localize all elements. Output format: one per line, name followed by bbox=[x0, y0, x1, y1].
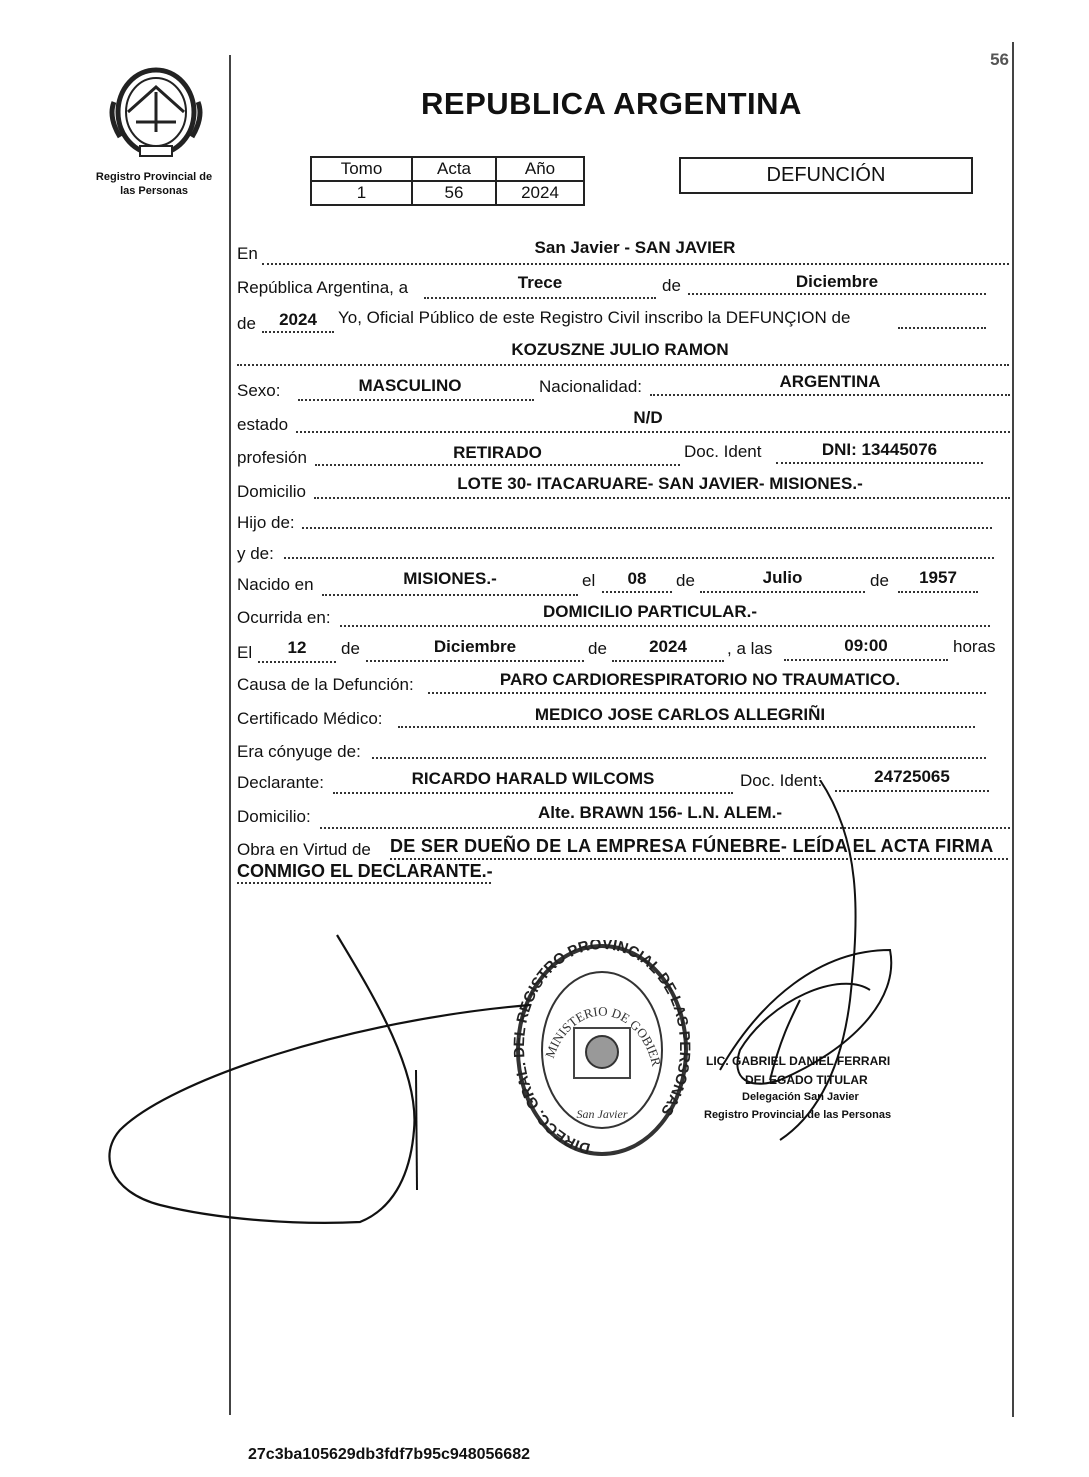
field-nacido-mes: Julio bbox=[762, 568, 803, 587]
label-doc-ident: Doc. Ident bbox=[684, 442, 762, 461]
dots bbox=[784, 659, 948, 661]
dots bbox=[315, 464, 680, 466]
label-de: de bbox=[676, 571, 695, 590]
label-y-de: y de: bbox=[237, 544, 274, 563]
field-ocurrida-en: DOMICILIO PARTICULAR.- bbox=[542, 602, 758, 621]
label-nacido-en: Nacido en bbox=[237, 575, 314, 594]
dots bbox=[262, 263, 1009, 265]
label-estado: estado bbox=[237, 415, 289, 434]
label-el: el bbox=[582, 571, 596, 590]
field-hora: 09:00 bbox=[844, 636, 888, 655]
label-de: de bbox=[870, 571, 889, 590]
dots bbox=[372, 757, 986, 759]
table-header-acta: Acta bbox=[412, 157, 496, 181]
label-causa: Causa de la Defunción: bbox=[237, 675, 414, 694]
dots bbox=[340, 625, 990, 627]
field-dia-texto: Trece bbox=[517, 273, 563, 292]
dots bbox=[898, 591, 978, 593]
field-certificado: MEDICO JOSE CARLOS ALLEGRIÑI bbox=[534, 705, 826, 724]
document-hash: 27c3ba105629db3fdf7b95c948056682 bbox=[248, 1446, 530, 1463]
label-doc-ident-declarante: Doc. Ident: bbox=[740, 771, 823, 790]
dots bbox=[314, 497, 1010, 499]
field-doc-ident: DNI: 13445076 bbox=[821, 440, 938, 459]
field-anio: 2024 bbox=[279, 310, 317, 329]
label-domicilio-declarante: Domicilio: bbox=[237, 807, 311, 826]
label-certificado: Certificado Médico: bbox=[237, 709, 383, 728]
field-lugar: San Javier - SAN JAVIER bbox=[534, 238, 736, 257]
label-profesion: profesión bbox=[237, 448, 307, 467]
dots bbox=[258, 661, 336, 663]
dots bbox=[262, 331, 334, 333]
official-stamp-line2: DELEGADO TITULAR bbox=[745, 1073, 868, 1087]
field-sexo: MASCULINO bbox=[358, 376, 462, 395]
dots bbox=[237, 364, 1009, 366]
label-a-las: , a las bbox=[727, 639, 773, 658]
field-obra-linea1: DE SER DUEÑO DE LA EMPRESA FÚNEBRE- LEÍDA EL ACTA FIRMA bbox=[390, 836, 994, 856]
table-header-tomo: Tomo bbox=[311, 157, 412, 181]
field-nacionalidad: ARGENTINA bbox=[779, 372, 881, 391]
field-nacido-dia: 08 bbox=[627, 569, 647, 588]
field-nacido-anio: 1957 bbox=[919, 568, 957, 587]
registry-table bbox=[310, 156, 585, 206]
stamp-city: San Javier bbox=[576, 1107, 628, 1121]
dots bbox=[390, 858, 1008, 860]
stamp-ring-text: DIRECC. GRAL. DEL REGISTRO PROVINCIAL DE LAS PERSONAS bbox=[512, 940, 692, 1157]
field-muerte-dia: 12 bbox=[287, 638, 307, 657]
official-stamp-line3: Delegación San Javier bbox=[742, 1091, 859, 1103]
field-nacido-en: MISIONES.- bbox=[403, 569, 497, 588]
table-value-tomo: 1 bbox=[311, 181, 412, 205]
label-de: de bbox=[341, 639, 360, 658]
official-stamp-line4: Registro Provincial de las Personas bbox=[704, 1109, 892, 1121]
field-declarante-domicilio: Alte. BRAWN 156- L.N. ALEM.- bbox=[538, 803, 782, 822]
label-hijo-de: Hijo de: bbox=[237, 513, 295, 532]
label-de: de bbox=[662, 276, 681, 295]
label-de: de bbox=[588, 639, 607, 658]
dots bbox=[650, 394, 1010, 396]
field-causa: PARO CARDIORESPIRATORIO NO TRAUMATICO. bbox=[499, 670, 901, 689]
field-declarante: RICARDO HARALD WILCOMS bbox=[411, 769, 655, 788]
label-sexo: Sexo: bbox=[237, 381, 281, 400]
field-nombre: KOZUSZNE JULIO RAMON bbox=[511, 340, 729, 359]
dots bbox=[298, 399, 534, 401]
signature-declarante bbox=[100, 930, 540, 1230]
label-en: En bbox=[237, 244, 258, 263]
dots bbox=[612, 660, 724, 662]
dots bbox=[366, 660, 584, 662]
dots bbox=[398, 726, 975, 728]
label-obra-en-virtud: Obra en Virtud de bbox=[237, 840, 371, 859]
logo-caption: Registro Provincial de las Personas bbox=[95, 171, 213, 197]
table-value-anio: 2024 bbox=[496, 181, 584, 205]
page-number: 56 bbox=[990, 50, 1009, 69]
field-muerte-anio: 2024 bbox=[649, 637, 687, 656]
dots bbox=[602, 591, 672, 593]
field-profesion: RETIRADO bbox=[453, 443, 542, 462]
field-obra-linea2: CONMIGO EL DECLARANTE.- bbox=[237, 861, 493, 881]
record-type-box: DEFUNCIÓN bbox=[679, 157, 973, 194]
official-stamp-line1: LIC. GABRIEL DANIEL FERRARI bbox=[706, 1054, 891, 1068]
field-domicilio: LOTE 30- ITACARUARE- SAN JAVIER- MISIONES.- bbox=[457, 474, 863, 493]
label-conyuge: Era cónyuge de: bbox=[237, 742, 361, 761]
dots bbox=[302, 527, 992, 529]
right-margin-line bbox=[1012, 42, 1014, 1417]
dots bbox=[284, 557, 994, 559]
label-el-cap: El bbox=[237, 643, 253, 662]
dots bbox=[428, 692, 986, 694]
label-ocurrida-en: Ocurrida en: bbox=[237, 608, 331, 627]
dots bbox=[296, 431, 1010, 433]
label-horas: horas bbox=[953, 637, 996, 656]
dots bbox=[688, 293, 986, 295]
provincial-logo bbox=[106, 62, 206, 167]
dots bbox=[424, 297, 656, 299]
field-mes-texto: Diciembre bbox=[795, 272, 879, 291]
label-domicilio: Domicilio bbox=[237, 482, 306, 501]
dots bbox=[237, 882, 491, 884]
stamp-inner-text: MINISTERIO DE GOBIER bbox=[542, 1003, 665, 1068]
label-de: de bbox=[237, 314, 256, 333]
field-declarante-doc: 24725065 bbox=[874, 767, 950, 786]
label-declarante: Declarante: bbox=[237, 773, 324, 792]
dots bbox=[322, 594, 578, 596]
table-header-anio: Año bbox=[496, 157, 584, 181]
dots bbox=[333, 792, 733, 794]
table-value-acta: 56 bbox=[412, 181, 496, 205]
label-nacionalidad: Nacionalidad: bbox=[539, 377, 643, 396]
label-yo-oficial: Yo, Oficial Público de este Registro Civil inscribo la DEFUNÇION de bbox=[338, 308, 851, 327]
dots bbox=[700, 591, 865, 593]
field-muerte-mes: Diciembre bbox=[433, 637, 517, 656]
field-estado: N/D bbox=[633, 408, 663, 427]
label-republica: República Argentina, a bbox=[237, 278, 409, 297]
dots bbox=[898, 327, 986, 329]
page-title: REPUBLICA ARGENTINA bbox=[421, 86, 802, 121]
dots bbox=[776, 462, 983, 464]
